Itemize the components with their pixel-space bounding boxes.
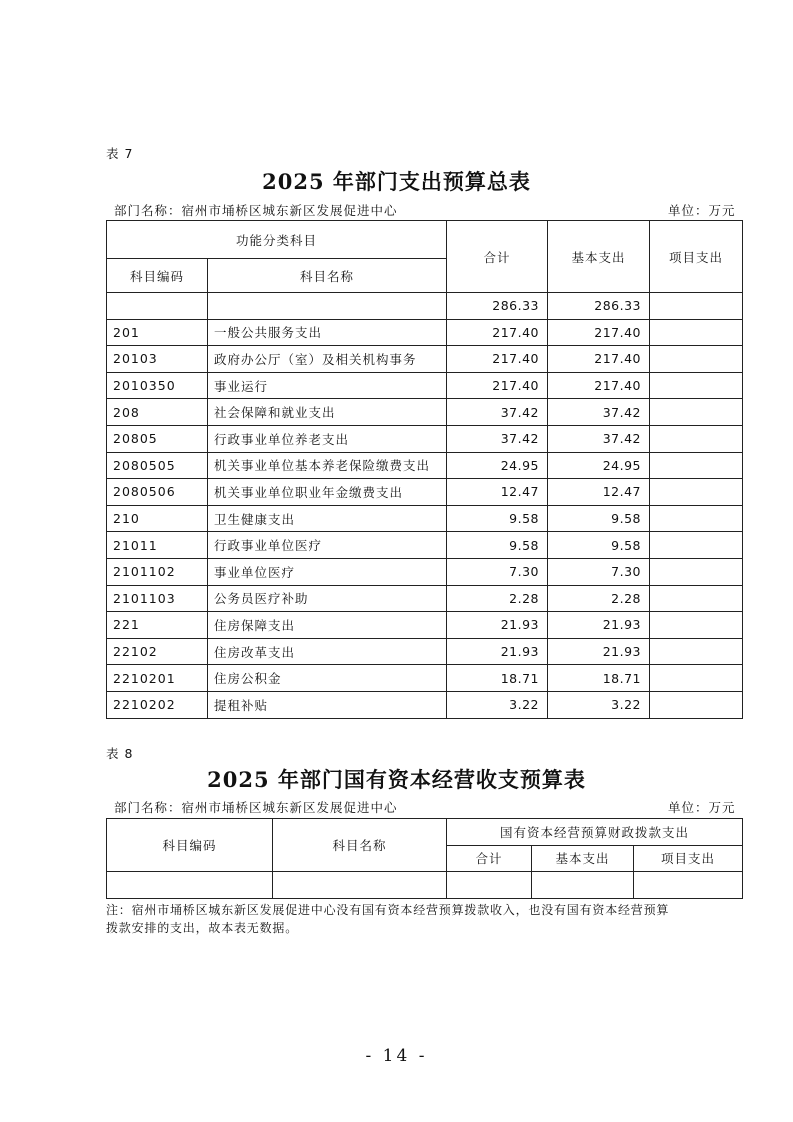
cell-total: 217.40 bbox=[447, 319, 548, 346]
table-row bbox=[107, 479, 743, 506]
cell-name: 住房保障支出 bbox=[208, 612, 447, 639]
t8-cell bbox=[273, 872, 447, 899]
t8-header-basic: 基本支出 bbox=[532, 845, 634, 872]
cell-name: 卫生健康支出 bbox=[208, 505, 447, 532]
header-total: 合计 bbox=[447, 221, 548, 293]
cell-basic: 37.42 bbox=[548, 425, 650, 452]
cell-project bbox=[650, 665, 743, 692]
cell-project bbox=[650, 532, 743, 559]
cell-basic: 217.40 bbox=[548, 319, 650, 346]
cell-total: 12.47 bbox=[447, 479, 548, 506]
cell-name: 公务员医疗补助 bbox=[208, 585, 447, 612]
cell-project bbox=[650, 319, 743, 346]
header-code: 科目编码 bbox=[107, 259, 208, 293]
cell-total: 21.93 bbox=[447, 612, 548, 639]
cell-code: 20805 bbox=[107, 425, 208, 452]
cell-total: 9.58 bbox=[447, 532, 548, 559]
cell-code: 210 bbox=[107, 505, 208, 532]
cell-name: 事业单位医疗 bbox=[208, 558, 447, 585]
table8-unit: 单位：万元 bbox=[668, 800, 736, 815]
t8-header-total: 合计 bbox=[447, 845, 532, 872]
cell-name bbox=[208, 293, 447, 320]
cell-code: 201 bbox=[107, 319, 208, 346]
cell-code: 22102 bbox=[107, 638, 208, 665]
table-row bbox=[107, 372, 743, 399]
table8-note-line2: 拨款安排的支出，故本表无数据。 bbox=[106, 921, 299, 935]
table-row bbox=[107, 425, 743, 452]
cell-code: 2101102 bbox=[107, 558, 208, 585]
t8-header-project: 项目支出 bbox=[634, 845, 743, 872]
table8-dept: 部门名称：宿州市埇桥区城东新区发展促进中心 bbox=[114, 800, 398, 815]
table7-dept: 部门名称：宿州市埇桥区城东新区发展促进中心 bbox=[114, 203, 398, 218]
cell-basic: 9.58 bbox=[548, 505, 650, 532]
cell-basic: 37.42 bbox=[548, 399, 650, 426]
table-row bbox=[107, 532, 743, 559]
cell-total: 7.30 bbox=[447, 558, 548, 585]
table8-note-line1: 注：宿州市埇桥区城东新区发展促进中心没有国有资本经营预算拨款收入，也没有国有资本经营预算 bbox=[106, 903, 670, 917]
cell-name: 事业运行 bbox=[208, 372, 447, 399]
t8-empty-row bbox=[107, 872, 743, 899]
cell-code: 2080506 bbox=[107, 479, 208, 506]
cell-name: 住房公积金 bbox=[208, 665, 447, 692]
header-basic: 基本支出 bbox=[548, 221, 650, 293]
cell-total: 37.42 bbox=[447, 399, 548, 426]
cell-project bbox=[650, 293, 743, 320]
table-row bbox=[107, 452, 743, 479]
cell-code: 20103 bbox=[107, 346, 208, 373]
t8-header-group: 国有资本经营预算财政拨款支出 bbox=[447, 819, 743, 846]
cell-total: 3.22 bbox=[447, 691, 548, 718]
cell-project bbox=[650, 346, 743, 373]
table-row bbox=[107, 319, 743, 346]
t8-cell bbox=[532, 872, 634, 899]
cell-basic: 2.28 bbox=[548, 585, 650, 612]
cell-project bbox=[650, 425, 743, 452]
table-row bbox=[107, 665, 743, 692]
cell-total: 286.33 bbox=[447, 293, 548, 320]
cell-project bbox=[650, 638, 743, 665]
cell-name: 一般公共服务支出 bbox=[208, 319, 447, 346]
cell-code bbox=[107, 293, 208, 320]
cell-name: 政府办公厅（室）及相关机构事务 bbox=[208, 346, 447, 373]
cell-code: 2080505 bbox=[107, 452, 208, 479]
cell-code: 221 bbox=[107, 612, 208, 639]
cell-basic: 21.93 bbox=[548, 612, 650, 639]
cell-name: 社会保障和就业支出 bbox=[208, 399, 447, 426]
cell-code: 2210202 bbox=[107, 691, 208, 718]
cell-project bbox=[650, 505, 743, 532]
budget-table-8 bbox=[106, 818, 743, 899]
table8-title: 2025 年部门国有资本经营收支预算表 bbox=[207, 767, 586, 792]
header-func: 功能分类科目 bbox=[107, 221, 447, 259]
table-row bbox=[107, 293, 743, 320]
table-row bbox=[107, 346, 743, 373]
header-name: 科目名称 bbox=[208, 259, 447, 293]
cell-basic: 3.22 bbox=[548, 691, 650, 718]
cell-project bbox=[650, 558, 743, 585]
header-project: 项目支出 bbox=[650, 221, 743, 293]
table-row bbox=[107, 399, 743, 426]
cell-total: 217.40 bbox=[447, 372, 548, 399]
table7-label: 表 7 bbox=[106, 146, 134, 161]
cell-total: 9.58 bbox=[447, 505, 548, 532]
cell-total: 24.95 bbox=[447, 452, 548, 479]
cell-basic: 12.47 bbox=[548, 479, 650, 506]
cell-code: 21011 bbox=[107, 532, 208, 559]
cell-basic: 217.40 bbox=[548, 346, 650, 373]
cell-total: 18.71 bbox=[447, 665, 548, 692]
cell-total: 21.93 bbox=[447, 638, 548, 665]
cell-total: 37.42 bbox=[447, 425, 548, 452]
table-row bbox=[107, 505, 743, 532]
cell-project bbox=[650, 585, 743, 612]
t8-header-name: 科目名称 bbox=[273, 819, 447, 872]
cell-project bbox=[650, 452, 743, 479]
cell-project bbox=[650, 479, 743, 506]
budget-table-7 bbox=[106, 220, 743, 719]
t8-cell bbox=[634, 872, 743, 899]
cell-total: 217.40 bbox=[447, 346, 548, 373]
cell-total: 2.28 bbox=[447, 585, 548, 612]
cell-name: 机关事业单位职业年金缴费支出 bbox=[208, 479, 447, 506]
cell-basic: 7.30 bbox=[548, 558, 650, 585]
table-row bbox=[107, 691, 743, 718]
cell-name: 住房改革支出 bbox=[208, 638, 447, 665]
cell-name: 行政事业单位养老支出 bbox=[208, 425, 447, 452]
table7-title: 2025 年部门支出预算总表 bbox=[262, 169, 531, 194]
table8-label: 表 8 bbox=[106, 746, 134, 761]
table-row bbox=[107, 558, 743, 585]
cell-name: 行政事业单位医疗 bbox=[208, 532, 447, 559]
cell-project bbox=[650, 399, 743, 426]
cell-project bbox=[650, 372, 743, 399]
cell-basic: 18.71 bbox=[548, 665, 650, 692]
cell-basic: 9.58 bbox=[548, 532, 650, 559]
table-row bbox=[107, 638, 743, 665]
t8-cell bbox=[447, 872, 532, 899]
cell-code: 2210201 bbox=[107, 665, 208, 692]
cell-basic: 286.33 bbox=[548, 293, 650, 320]
cell-project bbox=[650, 691, 743, 718]
table7-unit: 单位：万元 bbox=[668, 203, 736, 218]
table-row bbox=[107, 612, 743, 639]
cell-code: 2010350 bbox=[107, 372, 208, 399]
cell-name: 提租补贴 bbox=[208, 691, 447, 718]
cell-code: 208 bbox=[107, 399, 208, 426]
cell-project bbox=[650, 612, 743, 639]
table-row bbox=[107, 585, 743, 612]
cell-basic: 21.93 bbox=[548, 638, 650, 665]
cell-basic: 24.95 bbox=[548, 452, 650, 479]
t8-cell bbox=[107, 872, 273, 899]
cell-code: 2101103 bbox=[107, 585, 208, 612]
t8-header-code: 科目编码 bbox=[107, 819, 273, 872]
cell-basic: 217.40 bbox=[548, 372, 650, 399]
cell-name: 机关事业单位基本养老保险缴费支出 bbox=[208, 452, 447, 479]
page-number: - 14 - bbox=[365, 1046, 428, 1066]
